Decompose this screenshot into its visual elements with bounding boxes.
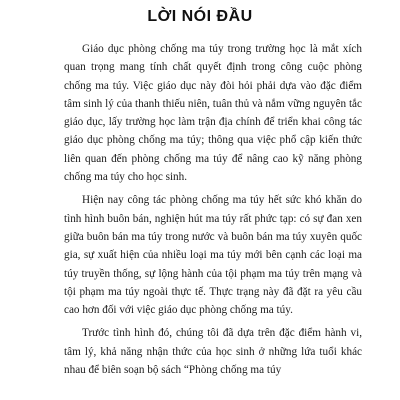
paragraph-1: Giáo dục phòng chống ma túy trong trường học là mắt xích quan trọng mang tính chất quyết định trong công cuộc phòng chống ma túy. Việc giáo dục này đòi hỏi phải dựa vào đặc điểm tâm sinh lý của thanh thiếu niên, tuân thủ và nắm vững nguyên tắc giáo dục, lấy trường học làm trận địa chính để triển khai công tác giáo dục phòng chống ma túy; thông qua việc phổ cập kiến thức liên quan đến phòng chống ma túy để nâng cao kỹ năng phòng chống ma túy cho học sinh.	[64, 43, 362, 184]
document-body	[64, 40, 362, 379]
paragraph-2: Hiện nay công tác phòng chống ma túy hết sức khó khăn do tình hình buôn bán, nghiện hút ma túy rất phức tạp: có sự đan xen giữa buôn bán ma túy trong nước và buôn bán ma túy xuyên quốc gia, sự xuất hiện của nhiều loại ma túy mới bên cạnh các loại ma túy truyền thống, sự lộng hành của tội phạm ma túy trên mạng và tội phạm ma túy ngoài thực tế. Thực trạng này đã đặt ra yêu cầu cao hơn đối với việc giáo dục phòng chống ma túy.	[64, 194, 362, 317]
paragraph-3: Trước tình hình đó, chúng tôi đã dựa trên đặc điểm hành vi, tâm lý, khả năng nhận thức của học sinh ở những lứa tuổi khác nhau để biên soạn bộ sách “Phòng chống ma túy	[64, 327, 362, 377]
page-title: LỜI NÓI ĐẦU	[147, 8, 253, 25]
